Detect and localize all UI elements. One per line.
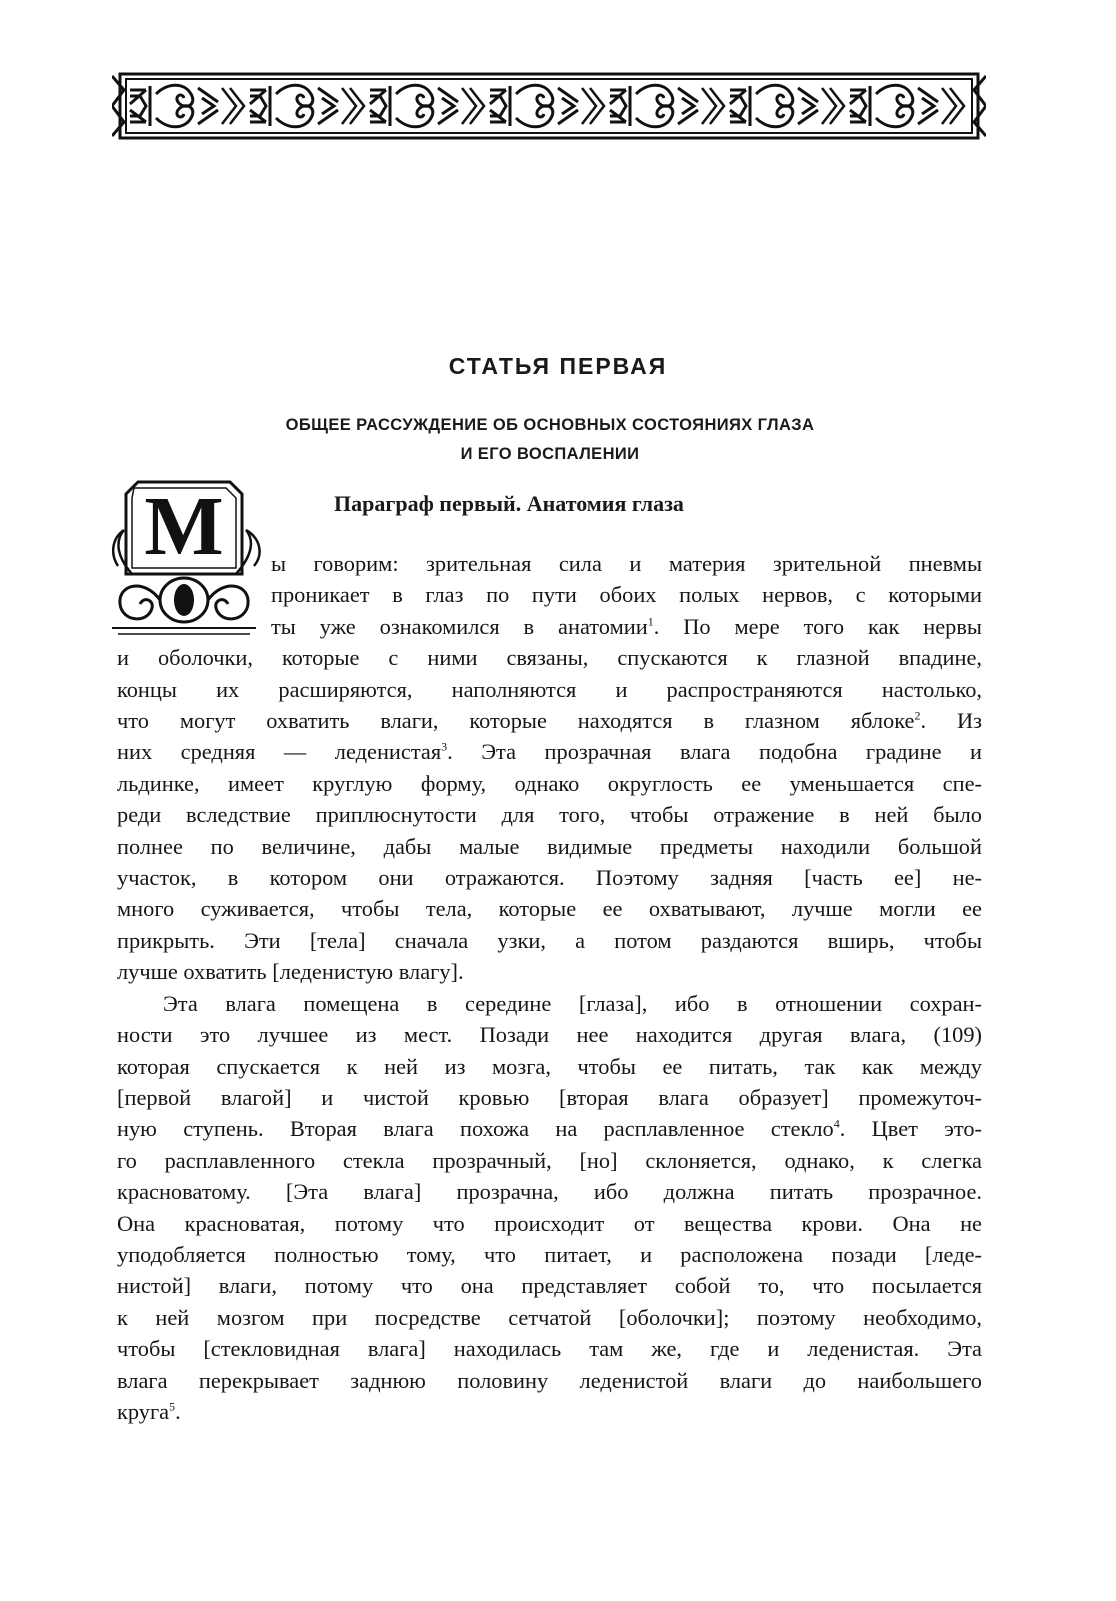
text-line	[117, 674, 982, 705]
line-text: ы говорим: зрительная сила и материя зрительной пневмы	[271, 551, 982, 576]
line-text: . Эта прозрачная влага подобна градине и	[447, 739, 983, 765]
line-text: которая спускается к ней из мозга, чтобы ее питать, так как между	[117, 1053, 982, 1079]
text-line	[117, 1051, 982, 1082]
line-text: лучше охватить [леденистую влагу].	[117, 959, 464, 985]
text-line	[117, 988, 982, 1019]
line-text: го расплавленного стекла прозрачный, [но] склоняется, однако, к слегка	[117, 1147, 982, 1173]
text-line	[117, 1019, 982, 1050]
line-text: полнее по величине, дабы малые видимые предметы находили большой	[117, 833, 982, 859]
text-line	[117, 736, 982, 767]
text-line	[117, 862, 982, 893]
text-line	[117, 1302, 982, 1333]
paragraph-1	[117, 548, 982, 988]
line-text: влага перекрывает заднюю половину леденистой влаги до наибольшего	[117, 1367, 982, 1393]
line-text: участок, в котором они отражаются. Поэтому задняя [часть ее] не-	[117, 865, 982, 891]
text-line	[117, 1145, 982, 1176]
text-line	[117, 1365, 982, 1396]
footnote-ref: 2	[914, 708, 921, 723]
line-text: концы их расширяются, наполняются и распространяются настолько,	[117, 676, 982, 702]
line-text: льдинке, имеет круглую форму, однако округлость ее уменьшается спе-	[117, 770, 982, 796]
text-line	[117, 956, 982, 987]
text-line	[117, 1113, 982, 1144]
footnote-ref: 4	[833, 1116, 840, 1131]
line-text: к ней мозгом при посредстве сетчатой [оболочки]; поэтому необходимо,	[117, 1304, 982, 1330]
text-line	[117, 579, 982, 610]
paragraph-2	[117, 988, 982, 1428]
subtitle-line-1: ОБЩЕЕ РАССУЖДЕНИЕ ОБ ОСНОВНЫХ СОСТОЯНИЯХ ГЛАЗА	[285, 416, 815, 434]
line-text: Эта влага помещена в середине [глаза], ибо в отношении сохран-	[163, 990, 982, 1016]
text-line	[117, 611, 982, 642]
line-text: уподобляется полностью тому, что питает, и расположена позади [леде-	[117, 1241, 982, 1267]
text-line	[117, 1176, 982, 1207]
line-text: нистой] влаги, потому что она представляет собой то, что посылается	[117, 1273, 982, 1299]
text-line	[117, 642, 982, 673]
body-text	[117, 548, 982, 1427]
article-title: СТАТЬЯ ПЕРВАЯ	[448, 353, 668, 379]
line-text: .	[175, 1398, 181, 1424]
line-text: . Из	[920, 708, 982, 734]
text-line	[117, 925, 982, 956]
line-text: ты уже ознакомился в анатомии	[271, 613, 648, 639]
drop-cap-letter: М	[144, 480, 224, 573]
footnote-ref: 5	[169, 1399, 176, 1414]
text-line	[117, 548, 982, 579]
text-line	[117, 705, 982, 736]
line-text: много суживается, чтобы тела, которые ее охватывают, лучше могли ее	[117, 896, 982, 922]
line-text: них средняя — леденистая	[117, 739, 442, 765]
line-text: проникает в глаз по пути обоих полых нервов, с которыми	[271, 582, 982, 608]
line-text: и оболочки, которые с ними связаны, спускаются к глазной впадине,	[117, 645, 982, 671]
text-line	[117, 1239, 982, 1270]
text-line	[117, 893, 982, 924]
text-line	[117, 1333, 982, 1364]
line-text: . Цвет это-	[839, 1116, 982, 1142]
line-text: [первой влагой] и чистой кровью [вторая влага образует] промежуточ-	[117, 1084, 982, 1110]
footnote-ref: 3	[441, 739, 448, 754]
line-text: круга	[117, 1398, 170, 1424]
article-subtitle	[150, 411, 950, 469]
line-text: ности это лучшее из мест. Позади нее находится другая влага, (109)	[117, 1022, 982, 1048]
line-text: . По мере того как нервы	[653, 613, 982, 639]
text-line	[117, 1396, 982, 1427]
text-line	[117, 799, 982, 830]
line-text: Она красноватая, потому что происходит от вещества крови. Она не	[117, 1210, 982, 1236]
line-text: чтобы [стекловидная влага] находилась там же, где и леденистая. Эта	[117, 1336, 982, 1362]
line-text: красноватому. [Эта влага] прозрачна, ибо должна питать прозрачное.	[117, 1179, 982, 1205]
text-line	[117, 1082, 982, 1113]
subtitle-line-2: И ЕГО ВОСПАЛЕНИИ	[460, 445, 640, 463]
line-text: что могут охватить влаги, которые находятся в глазном яблоке	[117, 708, 915, 734]
text-line	[117, 768, 982, 799]
line-text: ную ступень. Вторая влага похожа на расплавленное стекло	[117, 1116, 834, 1142]
header-ornament-band	[112, 66, 986, 146]
line-text: реди вследствие приплюснутости для того, чтобы отражение в ней было	[117, 802, 982, 828]
text-line	[117, 1270, 982, 1301]
text-line	[117, 1208, 982, 1239]
text-line	[117, 831, 982, 862]
paragraph-heading: Параграф первый. Анатомия глаза	[334, 491, 684, 516]
footnote-ref: 1	[647, 614, 654, 629]
line-text: прикрыть. Эти [тела] сначала узки, а потом раздаются вширь, чтобы	[117, 927, 982, 953]
